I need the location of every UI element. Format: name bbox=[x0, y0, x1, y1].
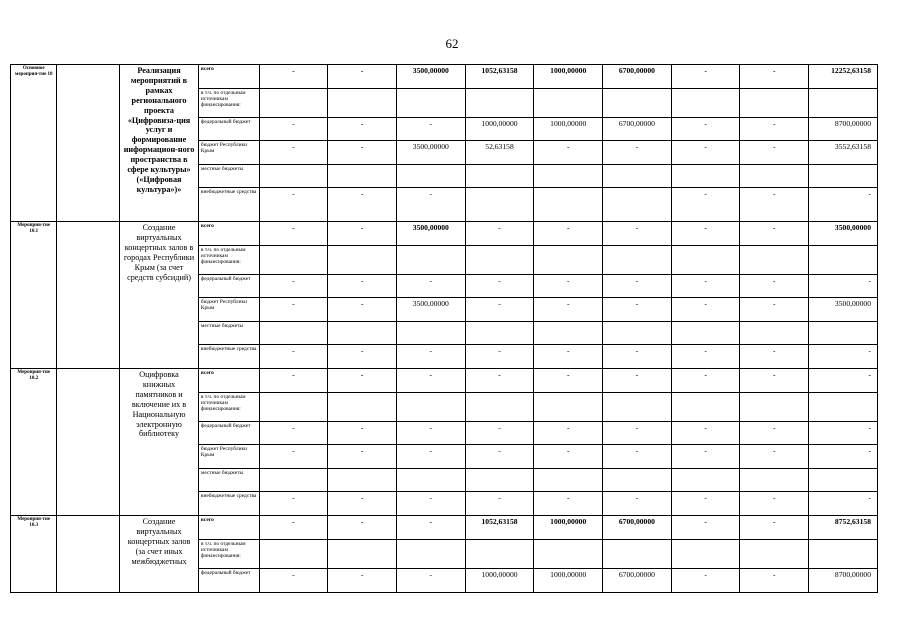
value-cell: - bbox=[259, 118, 328, 141]
value-cell bbox=[603, 89, 672, 118]
value-cell: - bbox=[740, 445, 809, 469]
value-cell bbox=[809, 469, 878, 492]
funding-source: внебюджетные средства bbox=[198, 188, 259, 222]
value-cell: - bbox=[534, 369, 603, 393]
value-cell: - bbox=[259, 516, 328, 540]
value-cell: 1000,00000 bbox=[465, 569, 534, 593]
value-cell: 8752,63158 bbox=[809, 516, 878, 540]
value-cell: - bbox=[534, 222, 603, 246]
funding-source: федеральный бюджет bbox=[198, 569, 259, 593]
value-cell bbox=[396, 393, 465, 422]
value-cell bbox=[259, 322, 328, 345]
value-cell: - bbox=[534, 141, 603, 165]
value-cell: 1052,63158 bbox=[465, 65, 534, 89]
value-cell: - bbox=[740, 188, 809, 222]
value-cell bbox=[534, 165, 603, 188]
value-cell: - bbox=[328, 445, 397, 469]
value-cell: - bbox=[259, 298, 328, 322]
value-cell: - bbox=[534, 422, 603, 445]
value-cell bbox=[465, 188, 534, 222]
value-cell bbox=[740, 540, 809, 569]
value-cell: - bbox=[259, 141, 328, 165]
value-cell: 3500,00000 bbox=[809, 298, 878, 322]
value-cell bbox=[465, 469, 534, 492]
value-cell bbox=[465, 540, 534, 569]
value-cell: - bbox=[396, 492, 465, 516]
value-cell: - bbox=[740, 275, 809, 298]
funding-source: всего bbox=[198, 516, 259, 540]
value-cell: - bbox=[328, 222, 397, 246]
funding-source: в т.ч. по отдельным источникам финансирования: bbox=[198, 393, 259, 422]
funding-source: в т.ч. по отдельным источникам финансирования: bbox=[198, 89, 259, 118]
value-cell: 3500,00000 bbox=[396, 222, 465, 246]
value-cell: - bbox=[809, 345, 878, 369]
value-cell: - bbox=[603, 492, 672, 516]
funding-source: местные бюджеты bbox=[198, 469, 259, 492]
funding-source: в т.ч. по отдельным источникам финансирования: bbox=[198, 540, 259, 569]
value-cell: - bbox=[259, 492, 328, 516]
value-cell: - bbox=[396, 422, 465, 445]
executor-cell bbox=[57, 369, 120, 516]
value-cell: - bbox=[259, 345, 328, 369]
value-cell: 3552,63158 bbox=[809, 141, 878, 165]
value-cell bbox=[259, 469, 328, 492]
value-cell: 1000,00000 bbox=[465, 118, 534, 141]
value-cell: - bbox=[259, 65, 328, 89]
value-cell: - bbox=[259, 275, 328, 298]
value-cell bbox=[603, 188, 672, 222]
value-cell bbox=[809, 322, 878, 345]
funding-source: всего bbox=[198, 222, 259, 246]
funding-source: в т.ч. по отдельным источникам финансирования: bbox=[198, 246, 259, 275]
value-cell: - bbox=[328, 275, 397, 298]
activity-code: Мероприя-тие 10.1 bbox=[11, 222, 57, 369]
value-cell bbox=[671, 540, 740, 569]
funding-source: федеральный бюджет bbox=[198, 275, 259, 298]
value-cell bbox=[809, 89, 878, 118]
value-cell: - bbox=[328, 492, 397, 516]
value-cell: - bbox=[259, 222, 328, 246]
value-cell: - bbox=[328, 569, 397, 593]
value-cell: 3500,00000 bbox=[396, 141, 465, 165]
value-cell: - bbox=[671, 445, 740, 469]
value-cell: - bbox=[740, 422, 809, 445]
value-cell: 1000,00000 bbox=[534, 569, 603, 593]
value-cell: 1000,00000 bbox=[534, 118, 603, 141]
value-cell bbox=[603, 165, 672, 188]
funding-source: внебюджетные средства bbox=[198, 345, 259, 369]
funding-source: всего bbox=[198, 369, 259, 393]
value-cell bbox=[396, 469, 465, 492]
value-cell: - bbox=[328, 65, 397, 89]
value-cell: - bbox=[328, 516, 397, 540]
value-cell: - bbox=[259, 569, 328, 593]
funding-source: федеральный бюджет bbox=[198, 422, 259, 445]
value-cell: 3500,00000 bbox=[396, 65, 465, 89]
value-cell bbox=[534, 322, 603, 345]
activity-name: Оцифровка книжных памятников и включение их в Национальную электронную библиотеку bbox=[120, 369, 199, 516]
value-cell: - bbox=[396, 445, 465, 469]
value-cell: - bbox=[465, 369, 534, 393]
value-cell bbox=[534, 540, 603, 569]
value-cell bbox=[671, 469, 740, 492]
value-cell: - bbox=[534, 492, 603, 516]
value-cell bbox=[259, 540, 328, 569]
value-cell bbox=[671, 393, 740, 422]
funding-source: местные бюджеты bbox=[198, 165, 259, 188]
value-cell: - bbox=[465, 422, 534, 445]
value-cell: - bbox=[671, 118, 740, 141]
value-cell bbox=[259, 393, 328, 422]
value-cell: - bbox=[671, 141, 740, 165]
value-cell: 3500,00000 bbox=[396, 298, 465, 322]
value-cell: 8700,00000 bbox=[809, 569, 878, 593]
value-cell bbox=[740, 393, 809, 422]
funding-source: бюджет Республики Крым bbox=[198, 141, 259, 165]
value-cell bbox=[465, 393, 534, 422]
executor-cell bbox=[57, 222, 120, 369]
value-cell bbox=[809, 246, 878, 275]
value-cell bbox=[259, 89, 328, 118]
value-cell: - bbox=[603, 445, 672, 469]
value-cell: - bbox=[603, 369, 672, 393]
value-cell bbox=[740, 89, 809, 118]
value-cell bbox=[671, 165, 740, 188]
value-cell bbox=[603, 393, 672, 422]
value-cell: - bbox=[328, 118, 397, 141]
value-cell: - bbox=[465, 345, 534, 369]
value-cell: - bbox=[396, 188, 465, 222]
value-cell bbox=[740, 246, 809, 275]
value-cell: - bbox=[259, 445, 328, 469]
value-cell: - bbox=[809, 369, 878, 393]
value-cell: 6700,00000 bbox=[603, 569, 672, 593]
activity-name: Реализация мероприятий в рамках регионального проекта «Цифровиза-ция услуг и формирование информацион-ного пространства в сфере культуры» («Цифровая культура»)» bbox=[120, 65, 199, 222]
table-row bbox=[11, 516, 878, 540]
funding-source: бюджет Республики Крым bbox=[198, 298, 259, 322]
value-cell: 1000,00000 bbox=[534, 65, 603, 89]
value-cell bbox=[671, 322, 740, 345]
value-cell: 12252,63158 bbox=[809, 65, 878, 89]
value-cell: - bbox=[534, 275, 603, 298]
value-cell bbox=[671, 89, 740, 118]
activity-code: Мероприя-тие 10.3 bbox=[11, 516, 57, 593]
value-cell bbox=[328, 322, 397, 345]
value-cell: - bbox=[396, 516, 465, 540]
value-cell: - bbox=[671, 345, 740, 369]
value-cell: 1052,63158 bbox=[465, 516, 534, 540]
funding-source: всего bbox=[198, 65, 259, 89]
value-cell: - bbox=[671, 188, 740, 222]
activity-code: Основное мероприя-тие 10 bbox=[11, 65, 57, 222]
value-cell bbox=[465, 165, 534, 188]
value-cell: - bbox=[328, 345, 397, 369]
value-cell: - bbox=[396, 345, 465, 369]
value-cell bbox=[328, 246, 397, 275]
value-cell: 1000,00000 bbox=[534, 516, 603, 540]
value-cell bbox=[603, 469, 672, 492]
value-cell: - bbox=[396, 118, 465, 141]
funding-table bbox=[10, 64, 878, 593]
value-cell bbox=[328, 89, 397, 118]
value-cell: 6700,00000 bbox=[603, 118, 672, 141]
value-cell: - bbox=[809, 188, 878, 222]
funding-source: внебюджетные средства bbox=[198, 492, 259, 516]
value-cell bbox=[259, 246, 328, 275]
value-cell: - bbox=[259, 188, 328, 222]
value-cell: - bbox=[465, 275, 534, 298]
value-cell: - bbox=[740, 492, 809, 516]
value-cell: - bbox=[671, 275, 740, 298]
value-cell bbox=[396, 246, 465, 275]
value-cell bbox=[328, 469, 397, 492]
value-cell: - bbox=[740, 298, 809, 322]
value-cell: 6700,00000 bbox=[603, 516, 672, 540]
value-cell: - bbox=[740, 65, 809, 89]
value-cell: 52,63158 bbox=[465, 141, 534, 165]
value-cell: - bbox=[809, 492, 878, 516]
value-cell: - bbox=[328, 298, 397, 322]
value-cell bbox=[328, 165, 397, 188]
value-cell bbox=[740, 165, 809, 188]
value-cell: - bbox=[534, 445, 603, 469]
value-cell: 8700,00000 bbox=[809, 118, 878, 141]
executor-cell bbox=[57, 65, 120, 222]
funding-source: бюджет Республики Крым bbox=[198, 445, 259, 469]
value-cell: - bbox=[603, 345, 672, 369]
value-cell bbox=[603, 322, 672, 345]
value-cell: - bbox=[740, 516, 809, 540]
value-cell: - bbox=[740, 141, 809, 165]
value-cell: - bbox=[534, 298, 603, 322]
value-cell bbox=[534, 246, 603, 275]
value-cell bbox=[396, 540, 465, 569]
value-cell bbox=[534, 393, 603, 422]
value-cell: - bbox=[671, 298, 740, 322]
value-cell: - bbox=[671, 492, 740, 516]
value-cell: - bbox=[671, 369, 740, 393]
value-cell: 3500,00000 bbox=[809, 222, 878, 246]
value-cell bbox=[465, 246, 534, 275]
value-cell: - bbox=[396, 275, 465, 298]
value-cell: - bbox=[671, 422, 740, 445]
value-cell: - bbox=[809, 422, 878, 445]
value-cell bbox=[328, 540, 397, 569]
value-cell: - bbox=[671, 516, 740, 540]
value-cell bbox=[603, 246, 672, 275]
value-cell bbox=[465, 322, 534, 345]
value-cell bbox=[534, 188, 603, 222]
value-cell bbox=[465, 89, 534, 118]
value-cell: - bbox=[740, 369, 809, 393]
value-cell: - bbox=[740, 569, 809, 593]
funding-source: местные бюджеты bbox=[198, 322, 259, 345]
value-cell: - bbox=[465, 445, 534, 469]
value-cell: - bbox=[671, 569, 740, 593]
value-cell bbox=[603, 540, 672, 569]
value-cell bbox=[259, 165, 328, 188]
value-cell: - bbox=[328, 422, 397, 445]
value-cell: - bbox=[465, 298, 534, 322]
value-cell: - bbox=[671, 65, 740, 89]
value-cell bbox=[396, 165, 465, 188]
value-cell: - bbox=[671, 222, 740, 246]
activity-name: Создание виртуальных концертных залов (за счет иных межбюджетных bbox=[120, 516, 199, 593]
value-cell: 6700,00000 bbox=[603, 65, 672, 89]
value-cell bbox=[534, 469, 603, 492]
value-cell: - bbox=[809, 275, 878, 298]
value-cell: - bbox=[603, 222, 672, 246]
funding-source: федеральный бюджет bbox=[198, 118, 259, 141]
value-cell bbox=[809, 165, 878, 188]
value-cell bbox=[809, 393, 878, 422]
value-cell: - bbox=[328, 369, 397, 393]
value-cell: - bbox=[603, 275, 672, 298]
activity-code: Мероприя-тие 10.2 bbox=[11, 369, 57, 516]
value-cell: - bbox=[328, 188, 397, 222]
page-number: 62 bbox=[445, 36, 459, 51]
value-cell: - bbox=[396, 569, 465, 593]
value-cell bbox=[328, 393, 397, 422]
executor-cell bbox=[57, 516, 120, 593]
value-cell: - bbox=[740, 222, 809, 246]
activity-name: Создание виртуальных концертных залов в городах Республики Крым (за счет средств субсидий) bbox=[120, 222, 199, 369]
value-cell bbox=[396, 89, 465, 118]
value-cell: - bbox=[396, 369, 465, 393]
value-cell: - bbox=[259, 422, 328, 445]
value-cell: - bbox=[465, 492, 534, 516]
value-cell bbox=[809, 540, 878, 569]
value-cell bbox=[740, 322, 809, 345]
value-cell: - bbox=[603, 422, 672, 445]
value-cell bbox=[534, 89, 603, 118]
table-row bbox=[11, 65, 878, 89]
table-row bbox=[11, 222, 878, 246]
value-cell: - bbox=[534, 345, 603, 369]
value-cell: - bbox=[740, 345, 809, 369]
table-row bbox=[11, 369, 878, 393]
value-cell: - bbox=[465, 222, 534, 246]
value-cell: - bbox=[603, 298, 672, 322]
value-cell: - bbox=[809, 445, 878, 469]
value-cell: - bbox=[259, 369, 328, 393]
value-cell bbox=[396, 322, 465, 345]
value-cell bbox=[671, 246, 740, 275]
value-cell: - bbox=[603, 141, 672, 165]
value-cell: - bbox=[328, 141, 397, 165]
value-cell: - bbox=[740, 118, 809, 141]
value-cell bbox=[740, 469, 809, 492]
